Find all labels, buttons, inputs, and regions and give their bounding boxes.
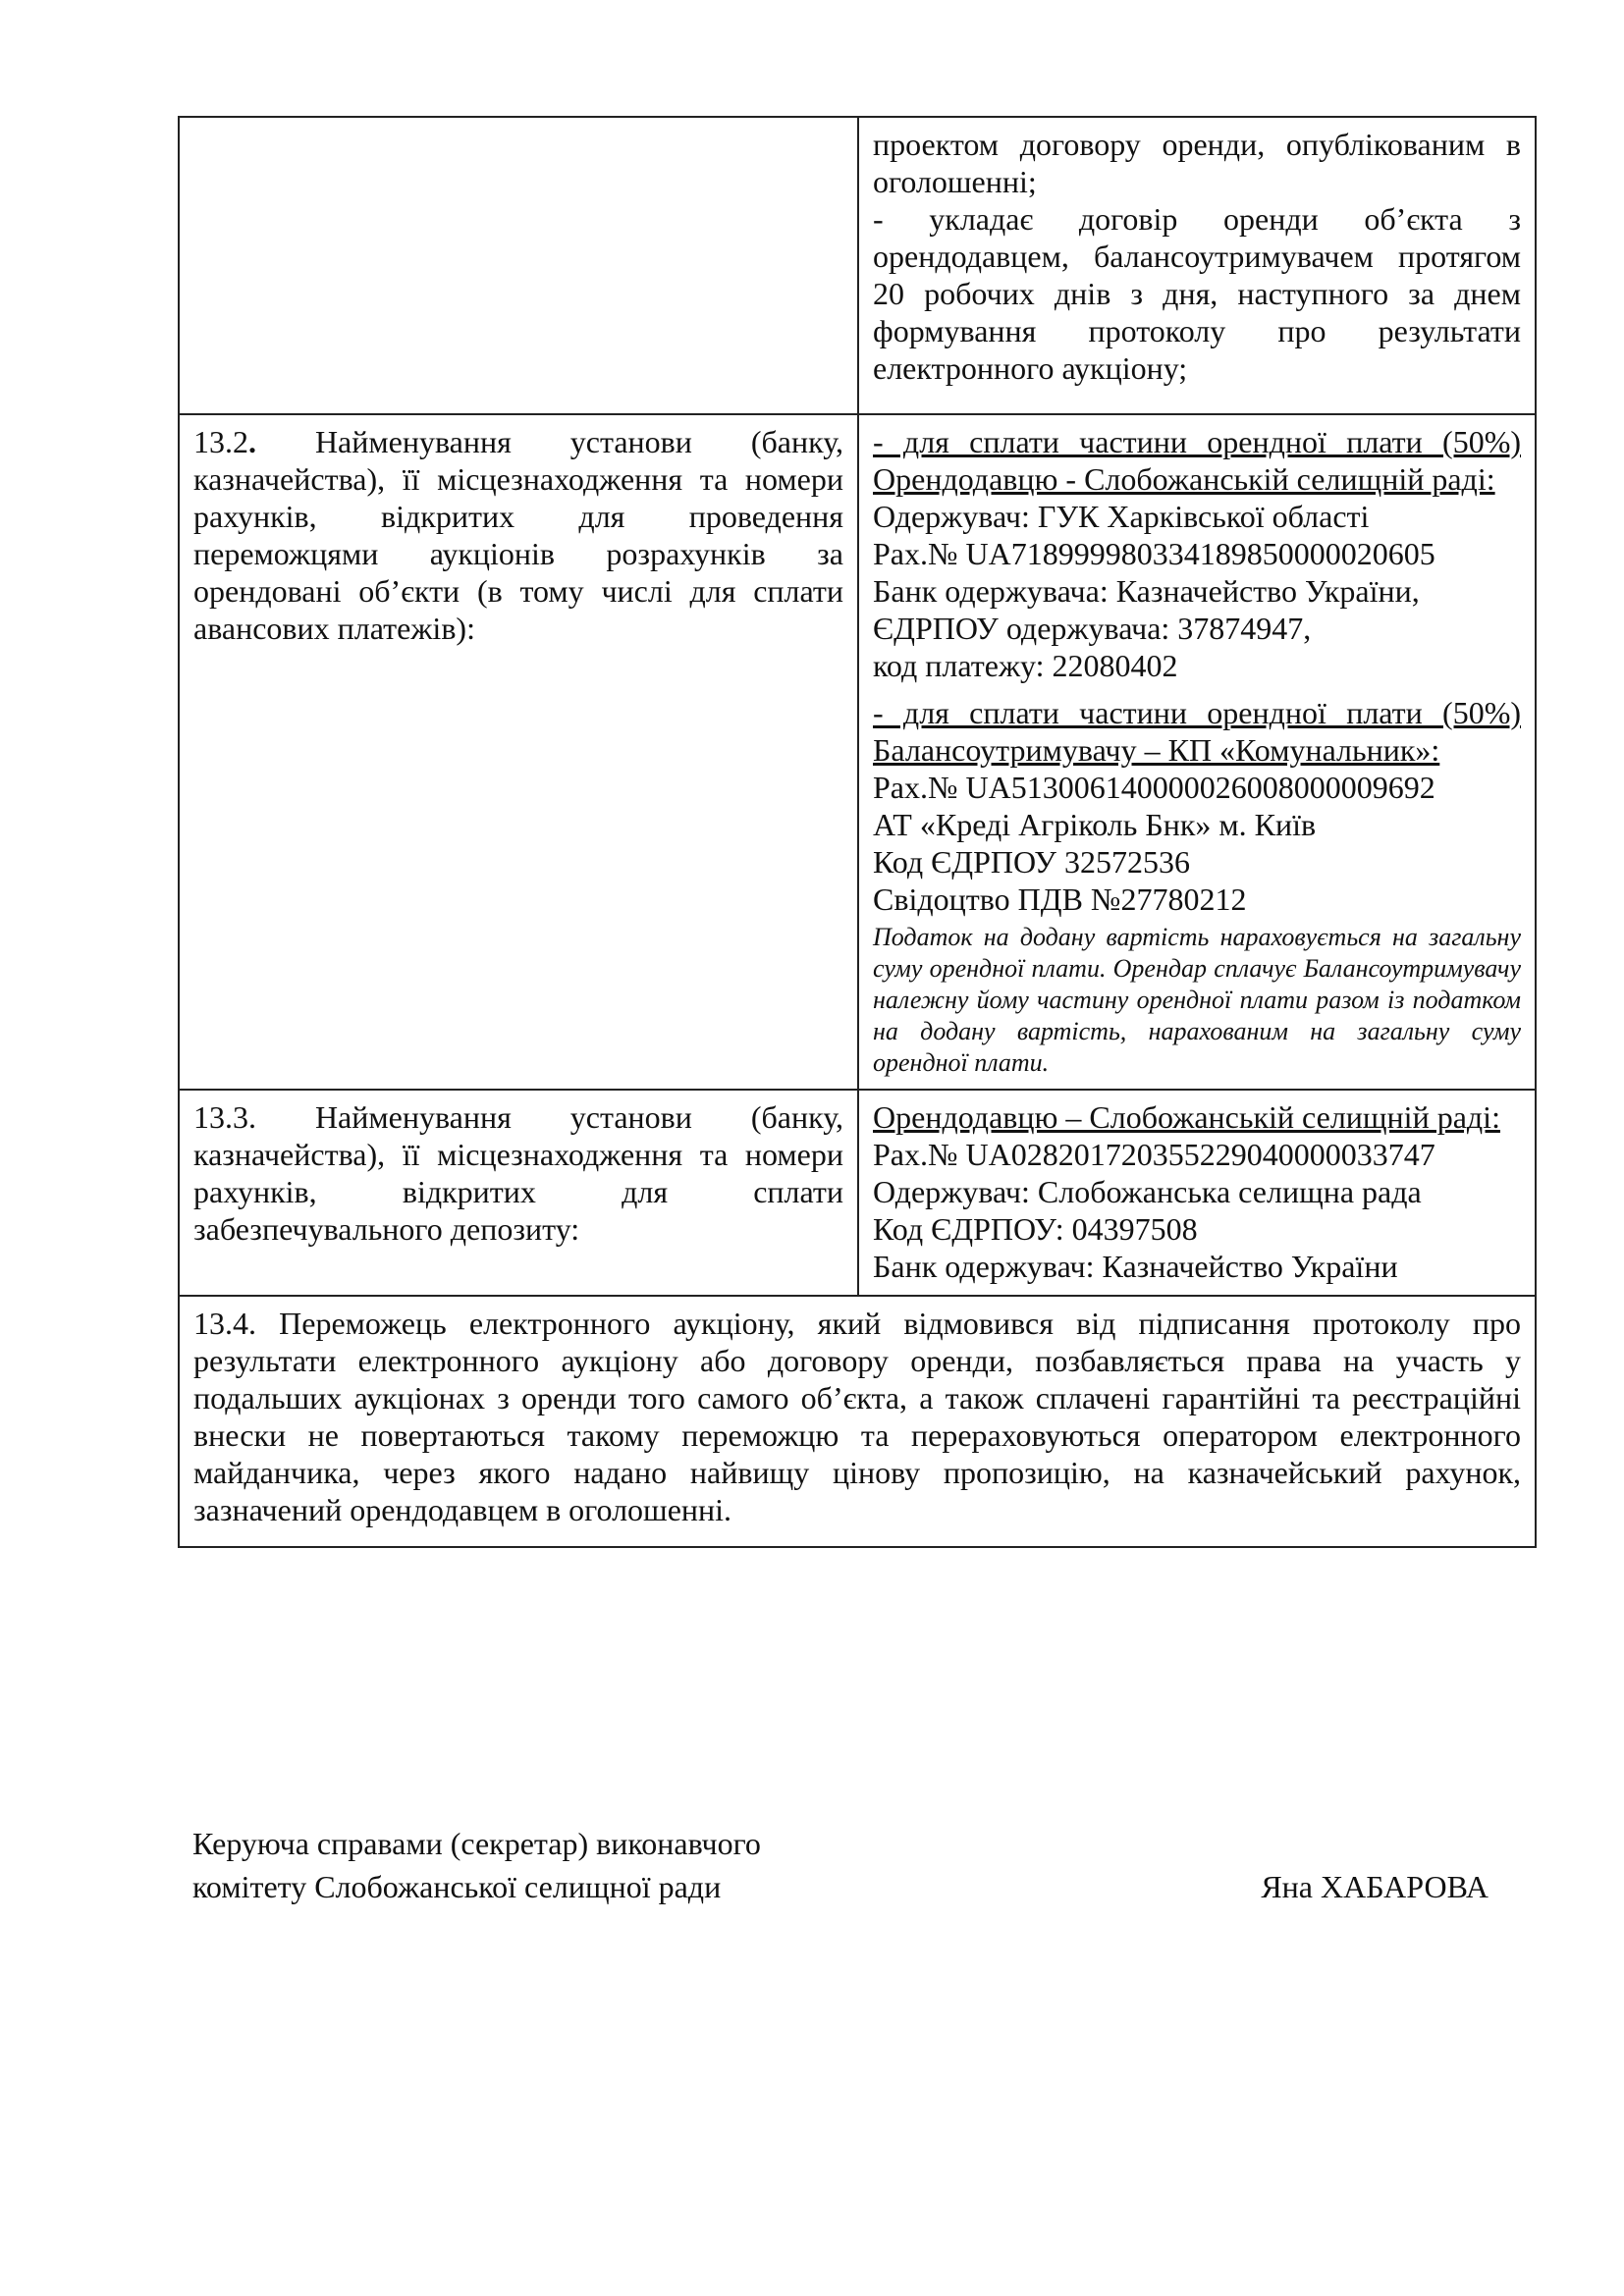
continuation-paragraph-1: проектом договору оренди, опублікованим в оголошенні; — [873, 127, 1521, 199]
item-13-2-label — [193, 423, 843, 647]
signatory-title-line-1: Керуюча справами (секретар) виконавчого — [192, 1826, 761, 1861]
balance-holder-bank: АТ «Креді Агріколь Бнк» м. Київ — [873, 807, 1317, 842]
balance-holder-vat-certificate: Свідоцтво ПДВ №27780212 — [873, 881, 1247, 917]
deposit-recipient-heading: Орендодавцю – Слобожанській селищній раді: — [873, 1099, 1500, 1135]
item-13-2-details-cell — [858, 414, 1536, 1090]
deposit-bank: Банк одержувач: Казначейство України — [873, 1249, 1398, 1284]
item-13-4-text: 13.4. Переможець електронного аукціону, який відмовився від підписання протоколу про результати електронного аукціону або договору оренди, позбавляється права на участь у подальших аукціонах з оренди того самого об’єкта, а також сплачені гарантійні та реєстраційні внески не повертаються такому переможцю та перераховуються оператором електронного майданчика, через якого надано найвищу цінову пропозицію, на казначейський рахунок, зазначений орендодавцем в оголошенні. — [193, 1306, 1521, 1527]
table-row-13-4 — [179, 1296, 1536, 1547]
landlord-bank: Банк одержувача: Казначейство України, — [873, 573, 1420, 609]
deposit-edrpou: Код ЄДРПОУ: 04397508 — [873, 1211, 1198, 1247]
landlord-payment-heading: - для сплати частини орендної плати (50%) Орендодавцю - Слобожанській селищній раді: — [873, 424, 1521, 497]
signatory-name: Яна ХАБАРОВА — [1261, 1869, 1489, 1904]
landlord-edrpou: ЄДРПОУ одержувача: 37874947, — [873, 611, 1312, 646]
signatory-title — [192, 1822, 1076, 1908]
landlord-payment-code: код платежу: 22080402 — [873, 648, 1178, 683]
balance-holder-heading: - для сплати частини орендної плати (50%) Балансоутримувачу – КП «Комунальник»: — [873, 695, 1521, 768]
balance-holder-block — [873, 694, 1521, 1079]
deposit-recipient: Одержувач: Слобожанська селищна рада — [873, 1174, 1422, 1209]
bank-details-table — [178, 116, 1537, 1548]
signatory-title-line-2: комітету Слобожанської селищної ради — [192, 1869, 722, 1904]
item-13-2-text: Найменування установи (банку, казначейства), її місцезнаходження та номери рахунків, відкритих для проведення переможцями аукціонів розрахунків за орендовані об’єкти (в тому числі для сплати авансових платежів): — [193, 424, 843, 646]
landlord-account: Рах.№ UA718999980334189850000020605 — [873, 536, 1435, 571]
continuation-cell — [858, 117, 1536, 414]
item-13-4-cell — [179, 1296, 1536, 1547]
item-13-2-dot: . — [248, 424, 256, 459]
item-13-2-number: 13.2 — [193, 424, 248, 459]
item-13-3-label: 13.3. Найменування установи (банку, казначейства), її місцезнаходження та номери рахунків, відкритих для сплати забезпечувального депозиту: — [193, 1099, 843, 1247]
item-13-3-label-cell — [179, 1090, 858, 1296]
item-13-2-label-cell — [179, 414, 858, 1090]
landlord-recipient: Одержувач: ГУК Харківської області — [873, 499, 1370, 534]
deposit-account: Рах.№ UA028201720355229040000033747 — [873, 1137, 1435, 1172]
balance-holder-edrpou: Код ЄДРПОУ 32572536 — [873, 844, 1190, 880]
item-13-3-details-cell — [858, 1090, 1536, 1296]
continuation-paragraph-2: - укладає договір оренди об’єкта з орендодавцем, балансоутримувачем протягом 20 робочих днів з дня, наступного за днем формування протоколу про результати електронного аукціону; — [873, 201, 1521, 386]
balance-holder-account: Рах.№ UA513006140000026008000009692 — [873, 770, 1435, 805]
table-row-continuation — [179, 117, 1536, 414]
table-row-13-2 — [179, 414, 1536, 1090]
vat-note: Податок на додану вартість нараховується на загальну суму орендної плати. Орендар сплачує Балансоутримувачу належну йому частину орендної плати разом із податком на додану вартість, нарахованим на загальну суму орендної плати. — [873, 923, 1521, 1077]
table-row-13-3 — [179, 1090, 1536, 1296]
empty-cell — [179, 117, 858, 414]
